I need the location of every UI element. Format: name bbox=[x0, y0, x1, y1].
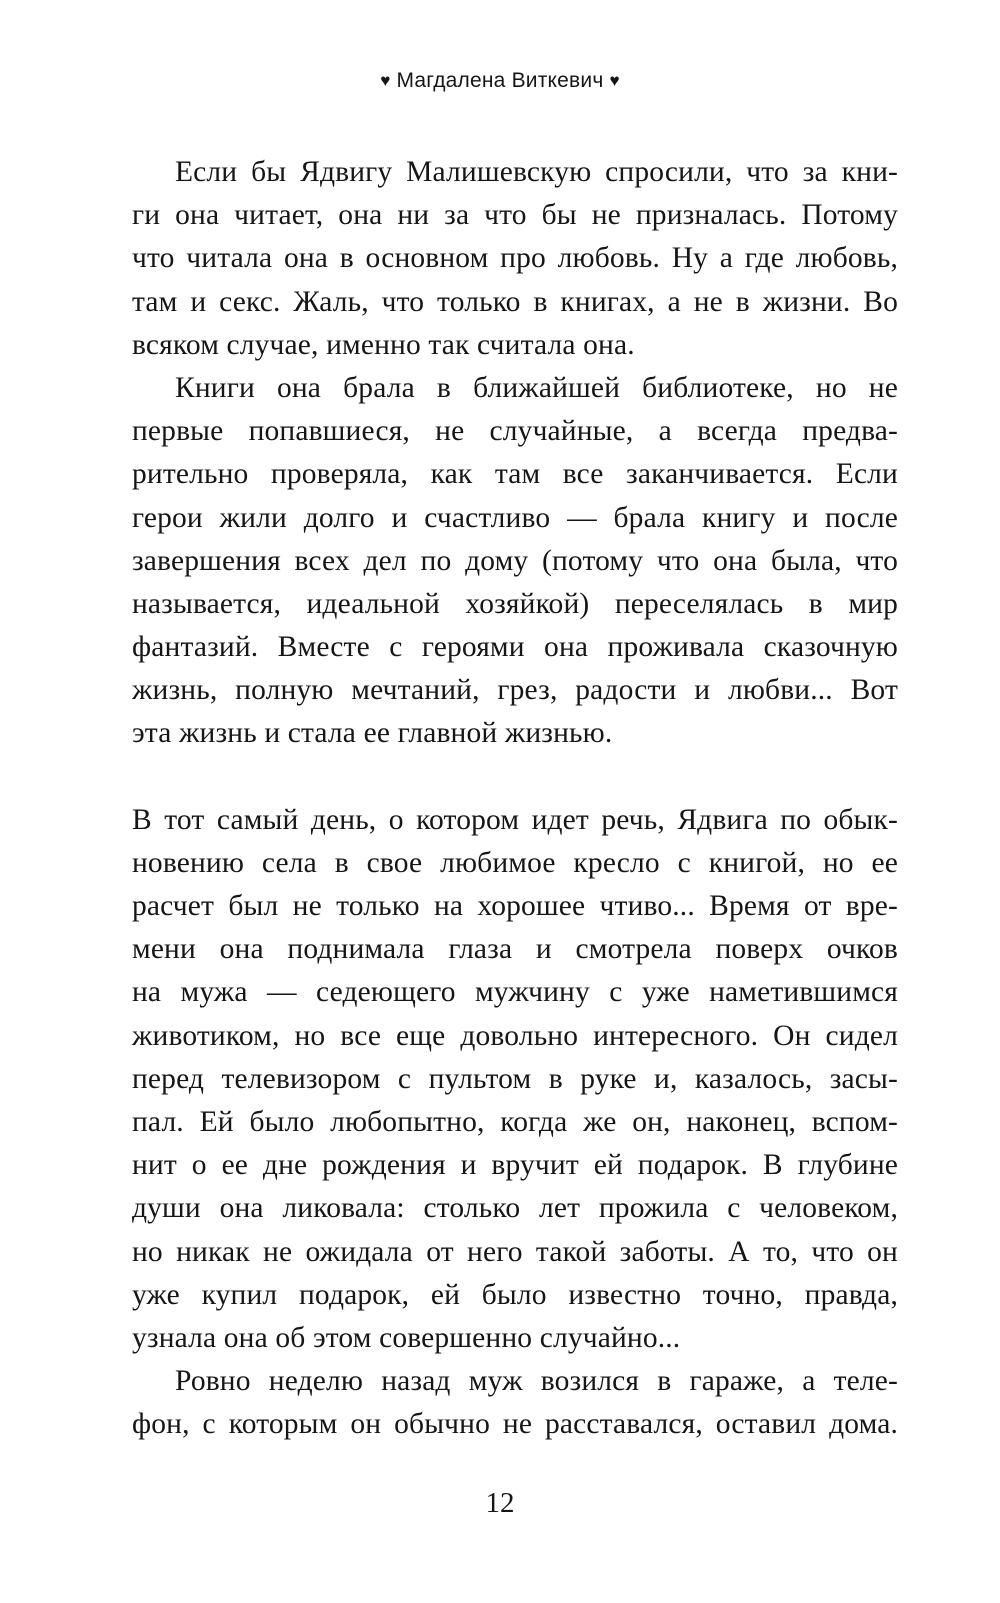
text-line: Книги она брала в ближайшей библиотеке, но не bbox=[175, 371, 898, 404]
text-line: всяком случае, именно так считала она. bbox=[132, 328, 635, 361]
text-line: новению села в свое любимое кресло с книгой, но ее bbox=[132, 846, 898, 879]
text-line: пал. Ей было любопытно, когда же он, наконец, вспом- bbox=[132, 1105, 898, 1138]
text-line: жизнь, полную мечтаний, грез, радости и любви... Вот bbox=[132, 674, 898, 707]
text-line: перед телевизором с пультом в руке и, казалось, засы- bbox=[132, 1062, 898, 1095]
paragraph bbox=[132, 1360, 898, 1446]
text-line: рительно проверяла, как там все заканчивается. Если bbox=[132, 458, 898, 491]
text-line: первые попавшиеся, не случайные, а всегда предва- bbox=[132, 415, 898, 448]
text-line: фантазий. Вместе с героями она проживала сказочную bbox=[132, 631, 898, 664]
text-line: ги она читает, она ни за что бы не призналась. Потому bbox=[132, 199, 898, 232]
paragraph bbox=[132, 799, 898, 1360]
text-line: души она ликовала: столько лет прожила с человеком, bbox=[132, 1192, 898, 1225]
heart-icon: ♥ bbox=[380, 71, 391, 90]
heart-icon: ♥ bbox=[609, 71, 620, 90]
text-line: там и секс. Жаль, что только в книгах, а не в жизни. Во bbox=[132, 285, 898, 318]
text-line: эта жизнь и стала ее главной жизнью. bbox=[132, 717, 613, 750]
text-line: называется, идеальной хозяйкой) переселялась в мир bbox=[132, 587, 898, 620]
paragraph bbox=[132, 151, 898, 367]
text-line: фон, с которым он обычно не расставался, оставил дома. bbox=[132, 1408, 898, 1441]
page-number: 12 bbox=[485, 1487, 515, 1519]
text-line: но никак не ожидала от него такой заботы. А то, что он bbox=[132, 1235, 898, 1268]
text-line: расчет был не только на хорошее чтиво... Время от вре- bbox=[132, 890, 898, 922]
text-line: узнала она об этом совершенно случайно... bbox=[132, 1321, 681, 1354]
author-name: Магдалена Виткевич bbox=[396, 69, 604, 92]
text-line: уже купил подарок, ей было известно точно, правда, bbox=[132, 1278, 898, 1311]
text-line: Если бы Ядвигу Малишевскую спросили, что за кни- bbox=[175, 156, 898, 188]
text-line: завершения всех дел по дому (потому что она была, что bbox=[132, 544, 898, 577]
paragraph bbox=[132, 367, 898, 756]
text-line: нит о ее дне рождения и вручит ей подарок. В глубине bbox=[132, 1149, 898, 1182]
section-break bbox=[132, 756, 898, 799]
text-line: герои жили долго и счастливо — брала книгу и после bbox=[132, 501, 898, 534]
text-line: мени она поднимала глаза и смотрела поверх очков bbox=[132, 933, 898, 966]
text-line: В тот самый день, о котором идет речь, Ядвига по обык- bbox=[132, 803, 898, 836]
text-line: животиком, но все еще довольно интересного. Он сидел bbox=[132, 1019, 898, 1052]
text-line: Ровно неделю назад муж возился в гараже, а теле- bbox=[175, 1365, 898, 1398]
text-line: на мужа — седеющего мужчину с уже наметившимся bbox=[132, 976, 898, 1009]
body-text bbox=[132, 151, 898, 1446]
running-header bbox=[0, 66, 1000, 97]
text-line: что читала она в основном про любовь. Ну а где любовь, bbox=[132, 242, 898, 275]
